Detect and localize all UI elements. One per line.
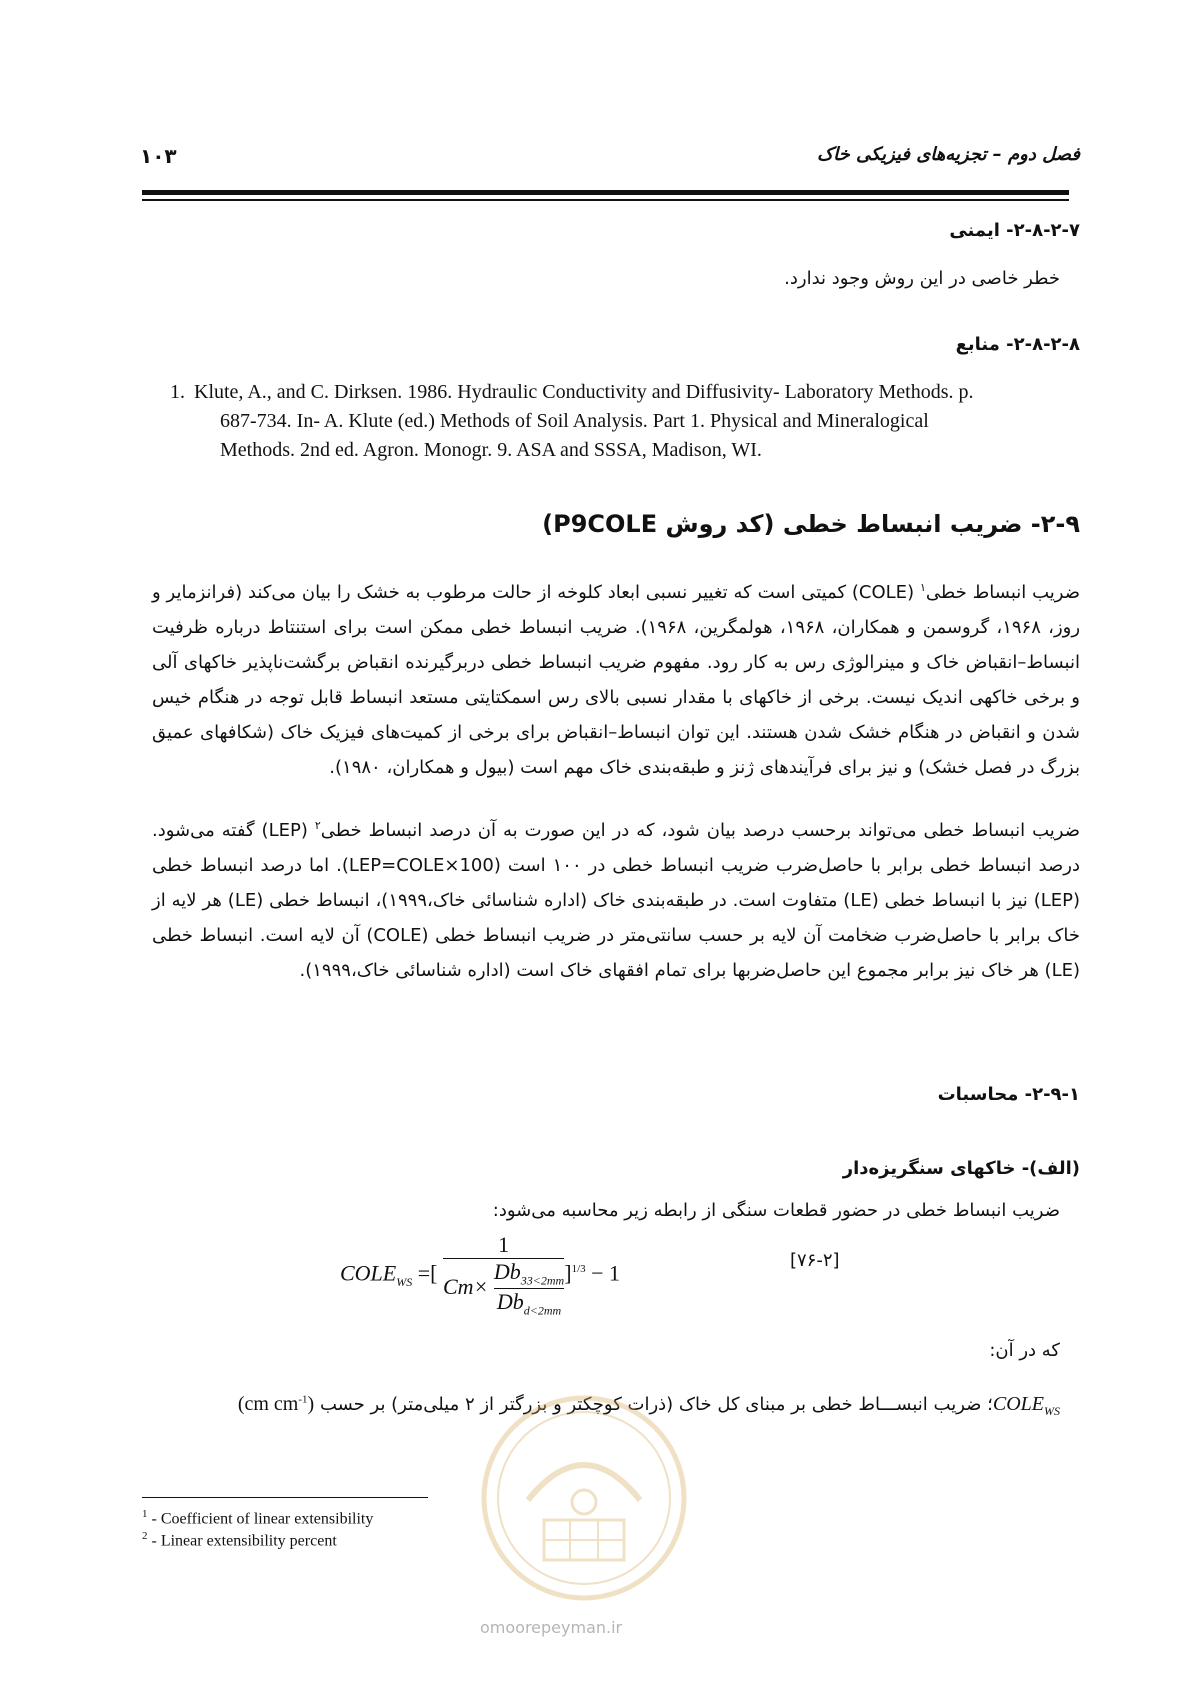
section-heading-cole: ۲-۹- ضریب انبساط خطی (کد روش P9COLE) bbox=[542, 510, 1080, 538]
sub-heading-gravelly-soils: (الف)- خاکهای سنگریزه‌دار bbox=[842, 1158, 1080, 1179]
reference-line-1: Klute, A., and C. Dirksen. 1986. Hydraulic Conductivity and Diffusivity- Laboratory Methods. p. bbox=[194, 381, 974, 403]
inner-fraction: $\frac{Db_{33<2mm}}{Db_{d<2mm}}$ bbox=[493, 1259, 565, 1318]
footnote-ref-1: ۱ bbox=[919, 581, 926, 594]
section-heading-safety: ۲-۸-۲-۷- ایمنی bbox=[949, 220, 1080, 241]
reference-line-2: 687-734. In- A. Klute (ed.) Methods of Soil Analysis. Part 1. Physical and Mineralogical bbox=[220, 410, 929, 432]
footnote-rule bbox=[142, 1497, 428, 1498]
outer-fraction: 1 Cm× $\frac{Db_{33<2mm}}{Db_{d<2mm}}$ bbox=[442, 1232, 565, 1318]
footnote-1: $^1$ - Coefficient of linear extensibility bbox=[142, 1508, 374, 1528]
formula-intro: ضریب انبساط خطی در حضور قطعات سنگی از رابطه زیر محاسبه می‌شود: bbox=[492, 1200, 1060, 1221]
page-number: ۱۰۳ bbox=[140, 144, 177, 168]
header-rule-thin bbox=[142, 199, 1069, 201]
footnote-ref-2: ۲ bbox=[314, 819, 321, 832]
reference-item bbox=[170, 378, 1070, 465]
cole-paragraph-2: ضریب انبساط خطی می‌تواند برحسب درصد بیان شود، که در این صورت به آن درصد انبساط خطی$^۲$ (LEP) گفته می‌شود. درصد انبساط خطی برابر با حاصل‌ضرب ضریب انبساط خطی در ۱۰۰ است (LEP=COLE×100). اما درصد انبساط خطی (LEP) نیز با انبساط خطی (LE) متفاوت است. در طبقه‌بندی خاک (اداره شناسائی خاک،۱۹۹۹)، انبساط خطی (LE) هر لایه از خاک برابر با حاصل‌ضرب ضخامت آن لایه بر حسب سانتی‌متر در ضریب انبساط خطی (COLE) آن لایه است. انبساط خطی (LE) هر خاک نیز برابر مجموع این حاصل‌ضربها برای تمام افقهای خاک است (اداره شناسائی خاک،۱۹۹۹). bbox=[152, 819, 1081, 981]
cole-formula: $COLE_{WS}$ =[ 1 Cm× $\frac{Db_{33<2mm}}{Db_{d<2mm}}$ ]$^{1/3}$ − 1 bbox=[340, 1232, 621, 1318]
watermark-seal-icon bbox=[478, 1390, 690, 1606]
reference-number: 1. bbox=[170, 381, 185, 403]
watermark-site-text: omoorepeyman.ir bbox=[480, 1618, 623, 1637]
footnote-2: $^2$ - Linear extensibility percent bbox=[142, 1530, 337, 1550]
cole-variable-definition: $COLE_{WS}؛$ ضریب انبســـاط خطی بر مبنای کل خاک (ذرات کوچکتر و بزرگتر از ۲ میلی‌متر) بر حسب (cm $cm^{-1}$) bbox=[237, 1393, 1060, 1418]
cole-variable: $COLE_{WS}$ bbox=[992, 1393, 1060, 1418]
section-heading-sources: ۲-۸-۲-۸- منابع bbox=[955, 334, 1080, 355]
equation-number: [۷۶-۲] bbox=[790, 1250, 840, 1271]
section-heading-calculations: ۲-۹-۱- محاسبات bbox=[937, 1084, 1080, 1105]
cole-unit: (cm $cm^{-1}$) bbox=[237, 1393, 315, 1415]
running-header-title: فصل دوم – تجزیه‌های فیزیکی خاک bbox=[817, 144, 1080, 165]
reference-line-3: Methods. 2nd ed. Agron. Monogr. 9. ASA and SSSA, Madison, WI. bbox=[220, 439, 762, 461]
cole-paragraph-1: ضریب انبساط خطی$^۱$ (COLE) کمیتی است که تغییر نسبی ابعاد کلوخه از حالت مرطوب به خشک را بیان می‌کند (فرانزمایر و روز، ۱۹۶۸، گروسمن و همکاران، ۱۹۶۸، هولمگرین، ۱۹۶۸). ضریب انبساط خطی ممکن است برای استنتاط درباره ظرفیت انبساط–انقباض خاک و مینرالوژی رس به کار رود. مفهوم ضریب انبساط خطی دربرگیرنده انقباض برگشت‌ناپذیر خاکهای آلی و برخی خاکهی اندیک نیست. برخی از خاکهای با مقدار نسبی بالای رس اسمکتایتی مستعد انبساط قابل توجه در هنگام خیس شدن و انقباض در هنگام خشک شدن هستند. این توان انبساط–انقباض برای برخی از کمیت‌های فیزیک خاک (شکافهای عمیق بزرگ در فصل خشک) و نیز برای فرآیندهای ژنز و طبقه‌بندی خاک مهم است (بیول و همکاران، ۱۹۸۰). bbox=[152, 581, 1081, 778]
safety-text: خطر خاصی در این روش وجود ندارد. bbox=[784, 268, 1060, 289]
header-rule-thick bbox=[142, 190, 1069, 195]
where-label: که در آن: bbox=[989, 1340, 1060, 1361]
